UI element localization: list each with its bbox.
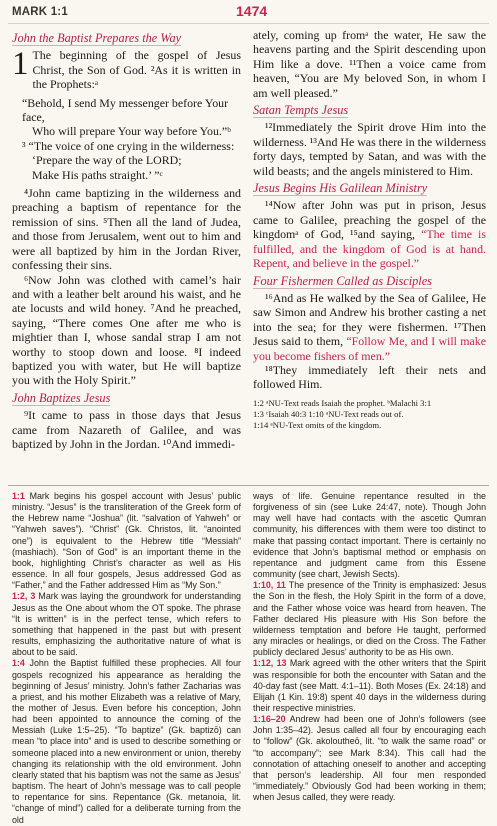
study-note: ways of life. Genuine repentance resulted in the forgiveness of sin (see Luke 24:47, note). Though John may well have had contacts with the ascetic Qumran community, his differences with them were too distinct to make that passing contact important. There is certainly no evidence that John’s baptismal method or emphasis on repentance and judgment came from this Essene community (see chart, Jewish Sects). [253,491,486,580]
words-of-christ: “The time is fulfilled, and the kingdom of God is at hand. Repent, and believe in the gospel.” [253,227,486,271]
verse-paragraph: ¹⁸They immediately left their nets and followed Him. [253,362,486,392]
verse-paragraph: 1 The beginning of the gospel of Jesus Christ, the Son of God. ²As it is written in the Prophets:ᵃ [12,46,241,92]
section-heading: Jesus Begins His Galilean Ministry [253,181,428,196]
study-notes-left [12,491,241,826]
verse-paragraph: ately, coming up fromᵃ the water, He saw the heavens parting and the Spirit descending upon Him like a dove. ¹¹Then a voice came from heaven, “You are My beloved Son, in whom I am well pleased.” [253,28,486,100]
verse-paragraph: ¹⁶And as He walked by the Sea of Galilee, He saw Simon and Andrew his brother casting a net into the sea; for they were fishermen. ¹⁷Then Jesus said to them, “Follow Me, and I will make you become fishers of men.” [253,290,486,363]
chapter-number: 1 [12,46,29,83]
page-number: 1474 [236,3,268,19]
verse-paragraph: ¹⁴Now after John was put in prison, Jesus came to Galilee, preaching the gospel of the kingdomᵃ of God, ¹⁵and saying, “The time is fulfilled, and the kingdom of God is at hand. Repent, and believe in the gospel.” [253,198,486,271]
study-note: 1:16–20 Andrew had been one of John’s followers (see John 1:35–42). Jesus called all four by encouraging each to “follow” (Gk. akoloutheō, lit. “to walk the same road” or “to accompany”; see Mark 8:34). This call had the connotation of attaching oneself to another and accepting that person’s leadership. All four men responded “immediately.” Obviously God had been working in them; when Jesus called, they were ready. [253,714,486,803]
right-text-column [253,28,486,431]
study-note: 1:4 John the Baptist fulfilled these prophecies. All four gospels recognized his appearance as heralding the beginning of Jesus’ ministry. John’s father Zacharias was a priest, and his mother Elizabeth was a relative of Mary, the mother of Jesus. Even before his conception, John had been appointed to announce the coming of the Messiah (Luke 1:5–25). “To baptize” (Gk. baptizō) can mean “to place into” and is used to describe something or someone placed into a new environment or union, thereby changing its relationship with the old environment. John clearly stated that his baptism was not the same as Jesus’ baptism. The heart of John’s message was to call people to repentance for sins. Repentance (Gk. metanoia, lit. “change of mind”) called for a deliberate turning from the old [12,658,241,825]
study-notes-divider [8,485,489,486]
left-text-column [12,28,241,451]
header-divider [8,23,489,24]
section-heading: Four Fishermen Called as Disciples [253,273,432,288]
study-note: 1:10, 11 The presence of the Trinity is emphasized: Jesus the Son in the flesh, the Holy Spirit in the form of a dove, and the Father whose voice was heard from heaven. The Father declared His pleasure with His Son before the wilderness temptation and before He taught, performed any miracles or healings, or died on the Cross. The Father publicly declared Jesus’ authority to be as His own. [253,580,487,658]
footnotes: 1:2 ᵃNU-Text reads Isaiah the prophet. ᵇMalachi 3:1 1:3 ᶜIsaiah 40:3 1:10 ᵃNU-Text reads out of. 1:14 ᵃNU-Text omits of the kingdom. [253,397,432,430]
study-notes-right [253,491,486,803]
study-note: 1:12, 13 Mark agreed with the other writers that the Spirit was responsible for both the encounter with Satan and the 40-day fast (see Matt. 4:1–11). Both Moses (Ex. 24:18) and Elijah (1 Kin. 19:8) spent 40 days in the wilderness during their respective ministries. [253,658,486,713]
section-heading: Satan Tempts Jesus [253,103,349,118]
section-heading: John Baptizes Jesus [12,390,111,405]
verse-paragraph: ⁴John came baptizing in the wilderness and preaching a baptism of repentance for the remission of sins. ⁵Then all the land of Judea, and those from Jerusalem, went out to him and were all baptized by him in the Jordan River, confessing their sins. [12,186,241,273]
words-of-christ: “Follow Me, and I will make you become fishers of men.” [253,334,486,363]
study-note: 1:1 Mark begins his gospel account with Jesus’ public ministry. “Jesus” is the transliteration of the Greek form of the Hebrew name “Joshua” (lit. “salvation of Yahweh” or “Yahweh saves”). “Christ” (Gk. Christos, lit. “anointed one”) is equivalent to the Hebrew title “Messiah” (mashiach). “Son of God” is an important theme in the book, highlighting Christ’s character as well as His essence. In all four gospels, Jesus addressed God as “Father,” and the Father addressed Him as “My Son.” [12,491,242,591]
study-note: 1:2, 3 Mark was laying the groundwork for understanding Jesus as the One about whom the OT spoke. The phrase “It is written” is in the perfect tense, which refers to something that happened in the past but with present results, emphasizing the authoritative nature of what is about to be said. [12,591,241,658]
verse-paragraph: ⁶Now John was clothed with camel’s hair and with a leather belt around his waist, and he ate locusts and wild honey. ⁷And he preached, saying, “There comes One after me who is mightier than I, whose sandal strap I am not worthy to stoop down and loose. ⁸I indeed baptized you with water, but He will baptize you with the Holy Spirit.” [12,272,241,388]
verse-paragraph: ¹²Immediately the Spirit drove Him into the wilderness. ¹³And He was there in the wilderness forty days, tempted by Satan, and was with the wild beasts; and the angels ministered to Him. [253,120,486,178]
prophecy-quote: “Behold, I send My messenger before Your face, Who will prepare Your way before You.”ᵇ ³ “The voice of one crying in the wilderness: ‘Prepare the way of the LORD; Make His paths straight.’ ”ᶜ [22,95,235,182]
book-reference: MARK 1:1 [12,6,68,18]
verse-paragraph: ⁹It came to pass in those days that Jesus came from Nazareth of Galilee, and was baptized by John in the Jordan. ¹⁰And immedi- [12,408,241,451]
section-heading: John the Baptist Prepares the Way [12,31,182,45]
